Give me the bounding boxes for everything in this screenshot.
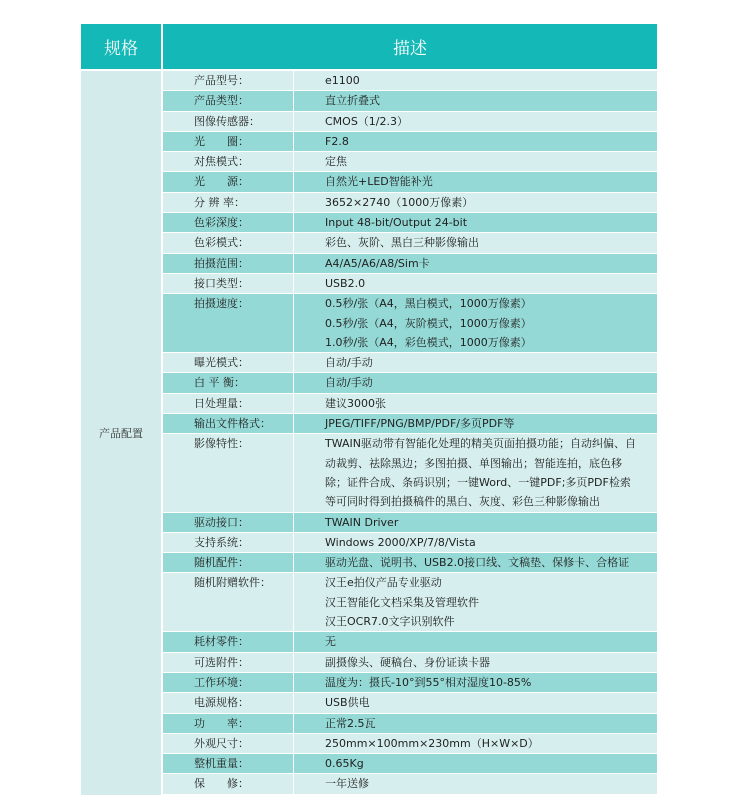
spec-value (294, 254, 657, 273)
spec-label: 支持系统： (163, 533, 294, 552)
table-row (163, 774, 657, 794)
spec-value (294, 693, 657, 712)
spec-value-line: 建议3000张 (325, 396, 386, 410)
spec-value-line: F2.8 (325, 134, 349, 148)
table-row (163, 734, 657, 754)
spec-value-line: Windows 2000/XP/7/8/Vista (325, 535, 476, 549)
table-row (163, 193, 657, 213)
spec-value-line: 除；证件合成、条码识别；一键Word、一键PDF;多页PDF检索 (325, 475, 631, 489)
table-row (163, 714, 657, 734)
table-row (163, 172, 657, 192)
spec-label: 对焦模式： (163, 152, 294, 171)
spec-value-line: 副摄像头、硬稿台、身份证读卡器 (325, 655, 490, 669)
spec-value-line: USB供电 (325, 696, 370, 710)
spec-value (294, 233, 657, 252)
spec-value (294, 734, 657, 753)
spec-value (294, 414, 657, 433)
spec-value-line: 自然光+LED智能补光 (325, 175, 433, 189)
spec-label: 电源规格： (163, 693, 294, 712)
spec-value-line: USB2.0 (325, 276, 366, 290)
spec-label: 产品类型： (163, 91, 294, 110)
table-row (163, 91, 657, 111)
table-row (163, 71, 657, 91)
spec-value-line: TWAIN Driver (325, 515, 399, 529)
table-row (163, 754, 657, 774)
table-row (163, 653, 657, 673)
header-description: 描述 (393, 39, 427, 59)
table-row (163, 373, 657, 393)
spec-value-line: 定焦 (325, 155, 347, 169)
spec-label: 工作环境： (163, 673, 294, 692)
spec-label: 日处理量： (163, 394, 294, 413)
spec-value-line: 一年送修 (325, 777, 369, 791)
spec-value (294, 653, 657, 672)
spec-value (294, 71, 657, 90)
spec-value (294, 774, 657, 793)
spec-rows (163, 71, 657, 795)
spec-table (81, 24, 657, 795)
spec-value-line: JPEG/TIFF/PNG/BMP/PDF/多页PDF等 (325, 417, 515, 431)
spec-value (294, 172, 657, 191)
spec-value (294, 513, 657, 532)
spec-label: 影像特性： (163, 434, 294, 511)
table-body (81, 71, 657, 795)
table-row (163, 414, 657, 434)
spec-value (294, 573, 657, 631)
spec-label: 色彩模式： (163, 233, 294, 252)
spec-label: 随机附赠软件： (163, 573, 294, 631)
header-spec: 规格 (81, 24, 163, 69)
spec-value-line: 等可同时得到拍摄稿件的黑白、灰度、彩色三种影像输出 (325, 495, 600, 509)
spec-label: 外观尺寸： (163, 734, 294, 753)
spec-value (294, 193, 657, 212)
spec-value (294, 132, 657, 151)
spec-value-line: 正常2.5瓦 (325, 716, 376, 730)
table-row (163, 132, 657, 152)
table-row (163, 213, 657, 233)
spec-value (294, 714, 657, 733)
table-row (163, 553, 657, 573)
spec-label: 功 率： (163, 714, 294, 733)
spec-value (294, 434, 657, 511)
table-row (163, 573, 657, 632)
spec-value (294, 394, 657, 413)
spec-value (294, 673, 657, 692)
spec-value (294, 112, 657, 131)
spec-value (294, 533, 657, 552)
category-cell: 产品配置 (81, 71, 163, 795)
table-row (163, 394, 657, 414)
spec-label: 随机配件： (163, 553, 294, 572)
table-row (163, 152, 657, 172)
spec-label: 保 修： (163, 774, 294, 793)
spec-value (294, 213, 657, 232)
table-row (163, 294, 657, 353)
table-row (163, 673, 657, 693)
spec-value-line: 自动/手动 (325, 376, 373, 390)
spec-value-line: 驱动光盘、说明书、USB2.0接口线、文稿垫、保修卡、合格证 (325, 556, 630, 570)
spec-value-line: 汉王e拍仪产品专业驱动 (325, 576, 442, 590)
spec-value-line: 汉王OCR7.0文字识别软件 (325, 615, 455, 629)
spec-label: 驱动接口： (163, 513, 294, 532)
spec-label: 光 源： (163, 172, 294, 191)
spec-value-line: CMOS（1/2.3） (325, 114, 409, 128)
spec-label: 输出文件格式： (163, 414, 294, 433)
table-row (163, 513, 657, 533)
spec-value-line: 自动/手动 (325, 356, 373, 370)
spec-value-line: 彩色、灰阶、黑白三种影像输出 (325, 236, 479, 250)
spec-value (294, 553, 657, 572)
table-row (163, 112, 657, 132)
spec-label: 分 辨 率： (163, 193, 294, 212)
table-row (163, 233, 657, 253)
spec-value-line: Input 48-bit/Output 24-bit (325, 216, 468, 230)
spec-value-line: 温度为：摄氏-10°到55°相对湿度10-85% (325, 675, 532, 689)
spec-value-line: TWAIN驱动带有智能化处理的精美页面拍摄功能；自动纠偏、自 (325, 437, 636, 451)
spec-label: 曝光模式： (163, 353, 294, 372)
spec-value-line: 直立折叠式 (325, 94, 380, 108)
spec-value-line: 0.65Kg (325, 757, 364, 771)
spec-label: 可选附件： (163, 653, 294, 672)
spec-value-line: A4/A5/A6/A8/Sim卡 (325, 256, 430, 270)
spec-label: 白 平 衡： (163, 373, 294, 392)
table-row (163, 254, 657, 274)
spec-value (294, 91, 657, 110)
spec-label: 图像传感器： (163, 112, 294, 131)
spec-label: 色彩深度： (163, 213, 294, 232)
spec-label: 整机重量： (163, 754, 294, 773)
spec-value-line: 无 (325, 635, 336, 649)
spec-value-line: 3652×2740（1000万像素） (325, 195, 474, 209)
spec-label: 拍摄范围： (163, 254, 294, 273)
spec-value-line: 0.5秒/张（A4，黑白模式，1000万像素） (325, 297, 532, 311)
spec-value (294, 294, 657, 352)
table-row (163, 434, 657, 512)
table-row (163, 693, 657, 713)
spec-value-line: e1100 (325, 74, 360, 87)
table-header (81, 24, 657, 69)
table-row (163, 632, 657, 652)
table-row (163, 353, 657, 373)
spec-value (294, 632, 657, 651)
spec-label: 耗材零件： (163, 632, 294, 651)
spec-value-line: 0.5秒/张（A4，灰阶模式，1000万像素） (325, 316, 532, 330)
spec-label: 拍摄速度： (163, 294, 294, 352)
spec-value-line: 动裁剪、祛除黑边；多图拍摄、单图输出；智能连拍，底色移 (325, 456, 622, 470)
spec-label: 接口类型： (163, 274, 294, 293)
spec-value-line: 汉王智能化文档采集及管理软件 (325, 595, 479, 609)
table-row (163, 274, 657, 294)
spec-value (294, 152, 657, 171)
spec-label: 光 圈： (163, 132, 294, 151)
spec-value-line: 1.0秒/张（A4，彩色模式，1000万像素） (325, 335, 532, 349)
spec-value (294, 373, 657, 392)
table-row (163, 533, 657, 553)
spec-value-line: 250mm×100mm×230mm（H×W×D） (325, 736, 539, 750)
spec-label: 产品型号： (163, 71, 294, 90)
spec-value (294, 754, 657, 773)
spec-value (294, 353, 657, 372)
spec-value (294, 274, 657, 293)
